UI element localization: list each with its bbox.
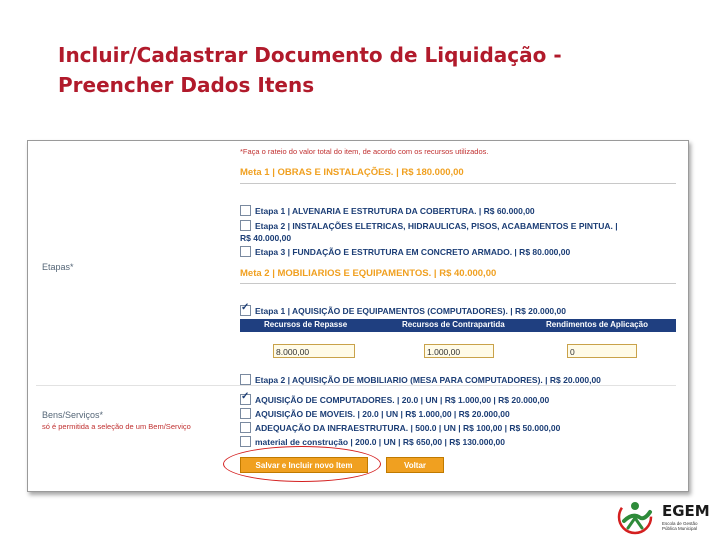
resources-table-header	[240, 319, 676, 332]
slide-title	[58, 40, 678, 100]
col-rendimentos-aplicacao: Rendimentos de Aplicação	[546, 320, 648, 329]
etapas-label: Etapas*	[42, 262, 74, 272]
meta-1-etapa-1[interactable]	[240, 205, 535, 217]
rateio-note: *Faça o rateio do valor total do item, de acordo com os recursos utilizados.	[240, 147, 489, 156]
bem-servico-label: ADEQUAÇÃO DA INFRAESTRUTURA. | 500.0 | UN | R$ 100,00 | R$ 50.000,00	[255, 423, 561, 433]
egem-emblem-icon	[612, 497, 658, 535]
bem-servico-item[interactable]	[240, 394, 549, 406]
egem-logo	[612, 497, 712, 535]
bem-servico-item[interactable]	[240, 408, 510, 420]
col-recursos-contrapartida: Recursos de Contrapartida	[402, 320, 505, 329]
col-recursos-repasse: Recursos de Repasse	[264, 320, 348, 329]
meta-2-divider	[240, 283, 676, 284]
meta-1-divider	[240, 183, 676, 184]
logo-name: EGEM	[662, 502, 710, 520]
checkbox[interactable]	[240, 205, 251, 216]
checkbox[interactable]	[240, 220, 251, 231]
slide-title-line-1: Incluir/Cadastrar Documento de Liquidação -	[58, 43, 562, 67]
meta-2-etapa-2[interactable]	[240, 374, 601, 386]
back-button[interactable]: Voltar	[386, 457, 444, 473]
etapa-label: Etapa 1 | ALVENARIA E ESTRUTURA DA COBERTURA. | R$ 60.000,00	[255, 206, 535, 216]
rendimentos-aplicacao-input[interactable]: 0	[567, 344, 637, 358]
checkbox-checked[interactable]	[240, 394, 251, 405]
form-labels-column	[28, 141, 228, 491]
checkbox[interactable]	[240, 436, 251, 447]
recursos-contrapartida-input[interactable]: 1.000,00	[424, 344, 494, 358]
meta-1-etapa-2-wrap: R$ 40.000,00	[240, 233, 292, 243]
checkbox-checked[interactable]	[240, 305, 251, 316]
bem-servico-label: AQUISIÇÃO DE MOVEIS. | 20.0 | UN | R$ 1.000,00 | R$ 20.000,00	[255, 409, 510, 419]
etapa-label: Etapa 2 | INSTALAÇÕES ELETRICAS, HIDRAULICAS, PISOS, ACABAMENTOS E PINTUA. |	[255, 221, 618, 231]
checkbox[interactable]	[240, 422, 251, 433]
highlight-oval	[223, 446, 381, 482]
etapa-label: Etapa 3 | FUNDAÇÃO E ESTRUTURA EM CONCRETO ARMADO. | R$ 80.000,00	[255, 247, 571, 257]
meta-2-etapa-1[interactable]	[240, 305, 566, 317]
checkbox[interactable]	[240, 374, 251, 385]
slide-title-line-2: Preencher Dados Itens	[58, 73, 315, 97]
etapa-label: Etapa 2 | AQUISIÇÃO DE MOBILIARIO (MESA PARA COMPUTADORES). | R$ 20.000,00	[255, 375, 601, 385]
bens-servicos-label: Bens/Serviços*	[42, 410, 104, 420]
meta-1-etapa-3[interactable]	[240, 246, 570, 258]
meta-1-etapa-2[interactable]	[240, 220, 618, 232]
meta-2-header: Meta 2 | MOBILIARIOS E EQUIPAMENTOS. | R$ 40.000,00	[240, 268, 497, 279]
bem-servico-item[interactable]	[240, 422, 560, 434]
logo-subtitle: Escola de Gestão Pública Municipal	[662, 521, 698, 531]
recursos-repasse-input[interactable]: 8.000,00	[273, 344, 355, 358]
liquidation-items-form	[27, 140, 689, 492]
bens-servicos-hint: só é permitida a seleção de um Bem/Serviço	[42, 422, 191, 431]
checkbox[interactable]	[240, 408, 251, 419]
meta-1-header: Meta 1 | OBRAS E INSTALAÇÕES. | R$ 180.000,00	[240, 167, 464, 178]
bem-servico-label: AQUISIÇÃO DE COMPUTADORES. | 20.0 | UN | R$ 1.000,00 | R$ 20.000,00	[255, 395, 550, 405]
save-and-add-new-item-button[interactable]: Salvar e Incluir novo Item	[240, 457, 368, 473]
bem-servico-label: material de construção | 200.0 | UN | R$ 650,00 | R$ 130.000,00	[255, 437, 506, 447]
checkbox[interactable]	[240, 246, 251, 257]
etapa-label: Etapa 1 | AQUISIÇÃO DE EQUIPAMENTOS (COMPUTADORES). | R$ 20.000,00	[255, 306, 566, 316]
